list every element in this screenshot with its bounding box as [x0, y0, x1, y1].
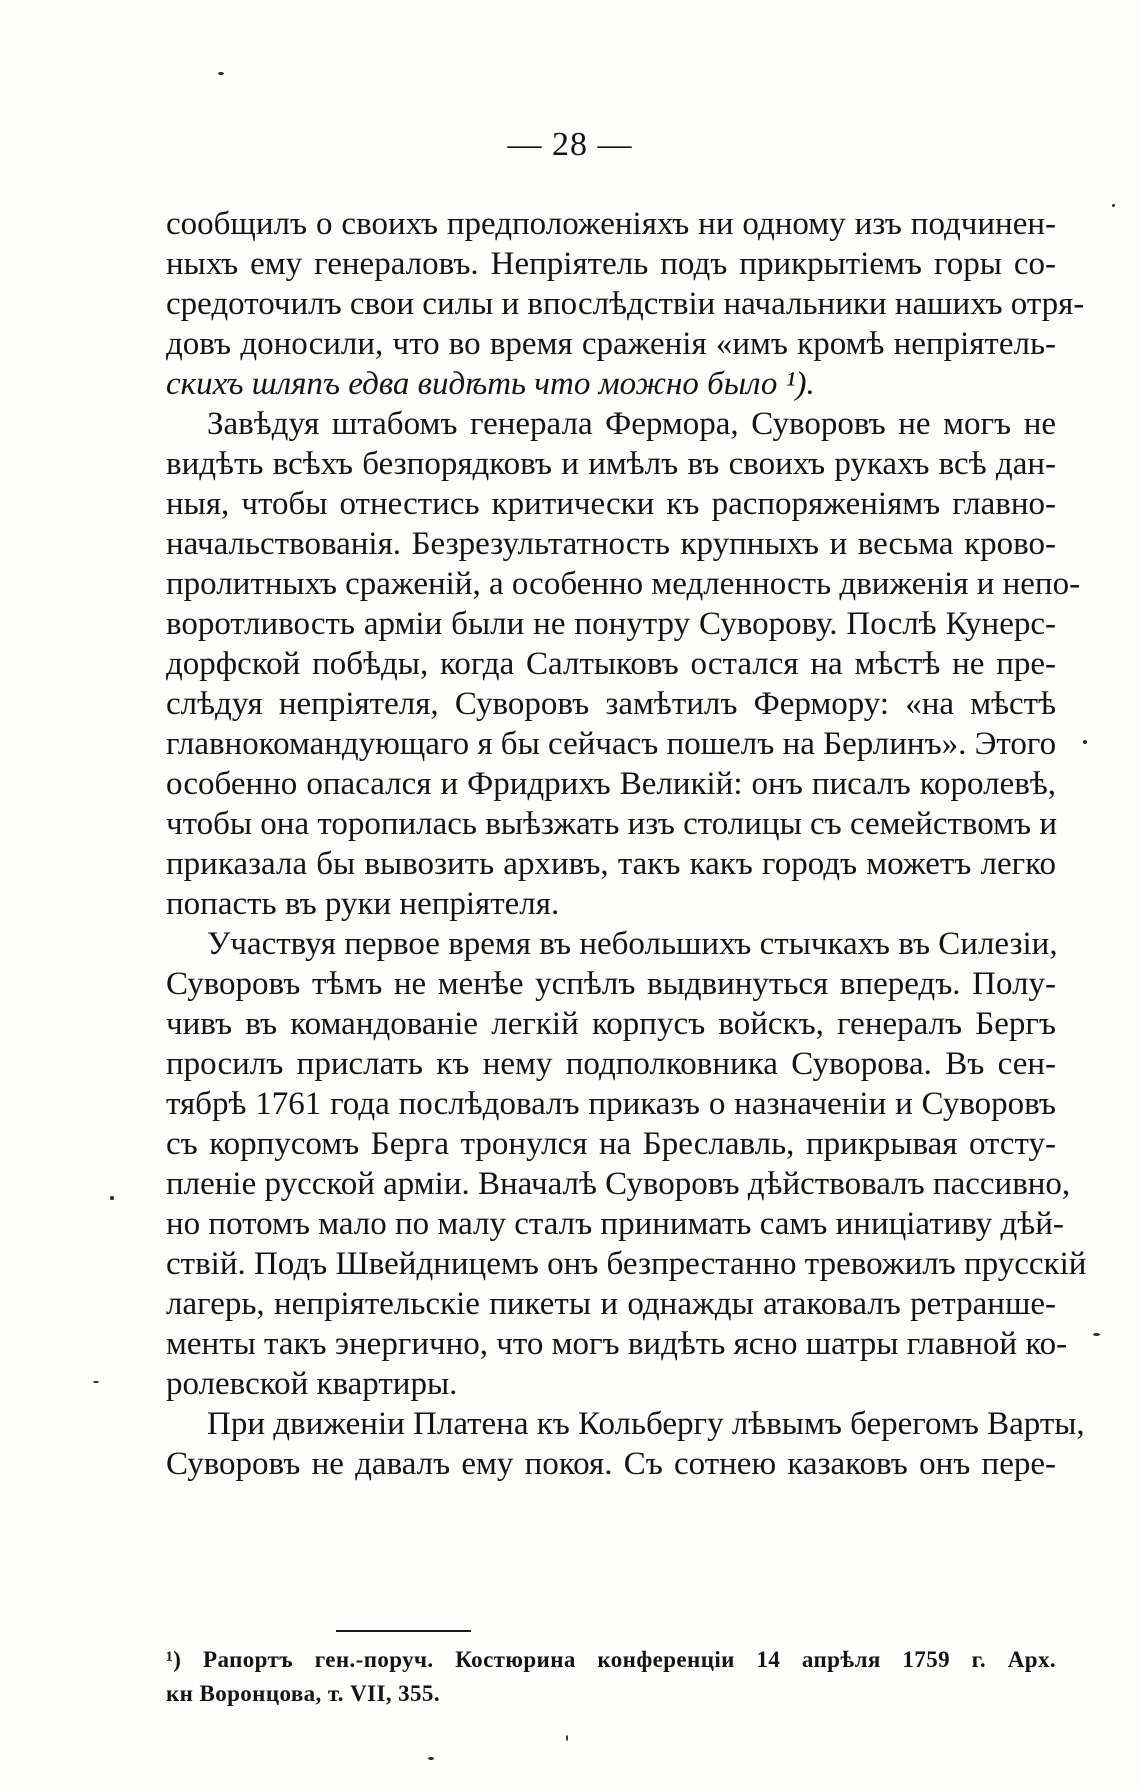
text-line: воротливость арміи были не понутру Суворову. Послѣ Кунерс-	[166, 606, 1056, 642]
text-line: слѣдуя непріятеля, Суворовъ замѣтилъ Фермору: «на мѣстѣ	[166, 686, 1056, 722]
text-line: ныя, чтобы отнестись критически къ распоряженіямъ главно-	[166, 486, 1056, 522]
text-line: видѣть всѣхъ безпорядковъ и имѣлъ въ своихъ рукахъ всѣ дан-	[166, 446, 1056, 482]
text-line: особенно опасался и Фридрихъ Великій: онъ писалъ королевѣ,	[166, 766, 1056, 802]
text-line: лагерь, непріятельскіе пикеты и однажды атаковалъ ретранше-	[166, 1286, 1056, 1322]
footnote	[166, 1643, 1056, 1711]
text-line: приказала бы вывозить архивъ, такъ какъ городъ можетъ легко	[166, 846, 1056, 882]
footnote-line: кн Воронцова, т. VII, 355.	[166, 1681, 440, 1706]
text-line: чтобы она торопилась выѣзжать изъ столицы съ семействомъ и	[166, 806, 1057, 842]
text-line: но потомъ мало по малу сталъ принимать самъ иниціативу дѣй-	[166, 1206, 1064, 1242]
text-line: Участвуя первое время въ небольшихъ стычкахъ въ Силезіи,	[207, 926, 1058, 962]
text-line: попасть въ руки непріятеля.	[166, 886, 560, 922]
text-line: Суворовъ не давалъ ему покоя. Съ сотнею казаковъ онъ пере-	[166, 1446, 1056, 1482]
text-line: менты такъ энергично, что могъ видѣть ясно шатры главной ко-	[166, 1326, 1068, 1362]
scan-speck	[1112, 204, 1115, 207]
text-line: тябрѣ 1761 года послѣдовалъ приказъ о назначеніи и Суворовъ	[166, 1086, 1056, 1122]
text-line: скихъ шляпъ едва видѣть что можно было ¹).	[166, 366, 815, 402]
paragraph-3	[166, 924, 1087, 1404]
scan-speck	[1093, 1333, 1100, 1336]
scan-speck	[110, 1196, 114, 1200]
scan-speck	[218, 72, 224, 75]
text-line: дорфской побѣды, когда Салтыковъ остался на мѣстѣ не пре-	[166, 646, 1056, 682]
scan-speck	[428, 1757, 434, 1760]
text-line: главнокомандующаго я бы сейчасъ пошелъ на Берлинъ». Этого	[166, 726, 1057, 762]
scan-speck	[1083, 740, 1087, 744]
paragraph-1	[166, 204, 1085, 404]
text-line: просилъ прислать къ нему подполковника Суворова. Въ сен-	[166, 1046, 1056, 1082]
text-line: пленіе русской арміи. Вначалѣ Суворовъ дѣйствовалъ пассивно,	[166, 1166, 1071, 1202]
body-text	[166, 204, 1087, 1484]
text-line: ныхъ ему генераловъ. Непріятель подъ прикрытіемъ горы со-	[166, 246, 1056, 282]
paragraph-4	[166, 1404, 1085, 1484]
text-line: ствій. Подъ Швейдницемъ онъ безпрестанно тревожилъ прусскій	[166, 1246, 1087, 1282]
text-line: Суворовъ тѣмъ не менѣе успѣлъ выдвинуться впередъ. Полу-	[166, 966, 1056, 1002]
text-line: пролитныхъ сраженій, а особенно медленность движенія и непо-	[166, 566, 1081, 602]
text-line: съ корпусомъ Берга тронулся на Бреславль, прикрывая отсту-	[166, 1126, 1056, 1162]
text-line: ролевской квартиры.	[166, 1366, 458, 1402]
text-line: При движеніи Платена къ Кольбергу лѣвымъ берегомъ Варты,	[207, 1406, 1085, 1442]
footnote-rule	[336, 1630, 471, 1632]
text-line: чивъ въ командованіе легкій корпусъ войскъ, генералъ Бергъ	[166, 1006, 1056, 1042]
text-line: начальствованія. Безрезультатность крупныхъ и весьма крово-	[166, 526, 1056, 562]
paragraph-2	[166, 404, 1081, 924]
scan-speck	[566, 1735, 568, 1741]
text-line: Завѣдуя штабомъ генерала Фермора, Суворовъ не могъ не	[207, 406, 1056, 442]
text-line: средоточилъ свои силы и впослѣдствіи начальники нашихъ отря-	[166, 286, 1085, 322]
page-number: — 28 —	[507, 126, 633, 163]
scan-speck	[93, 1381, 99, 1383]
text-line: довъ доносили, что во время сраженія «имъ кромѣ непріятель-	[166, 326, 1056, 362]
text-line: сообщилъ о своихъ предположеніяхъ ни одному изъ подчинен-	[166, 206, 1056, 242]
footnote-line: ¹) Рапортъ ген.-поруч. Костюрина конференціи 14 апрѣля 1759 г. Арх.	[166, 1647, 1056, 1672]
